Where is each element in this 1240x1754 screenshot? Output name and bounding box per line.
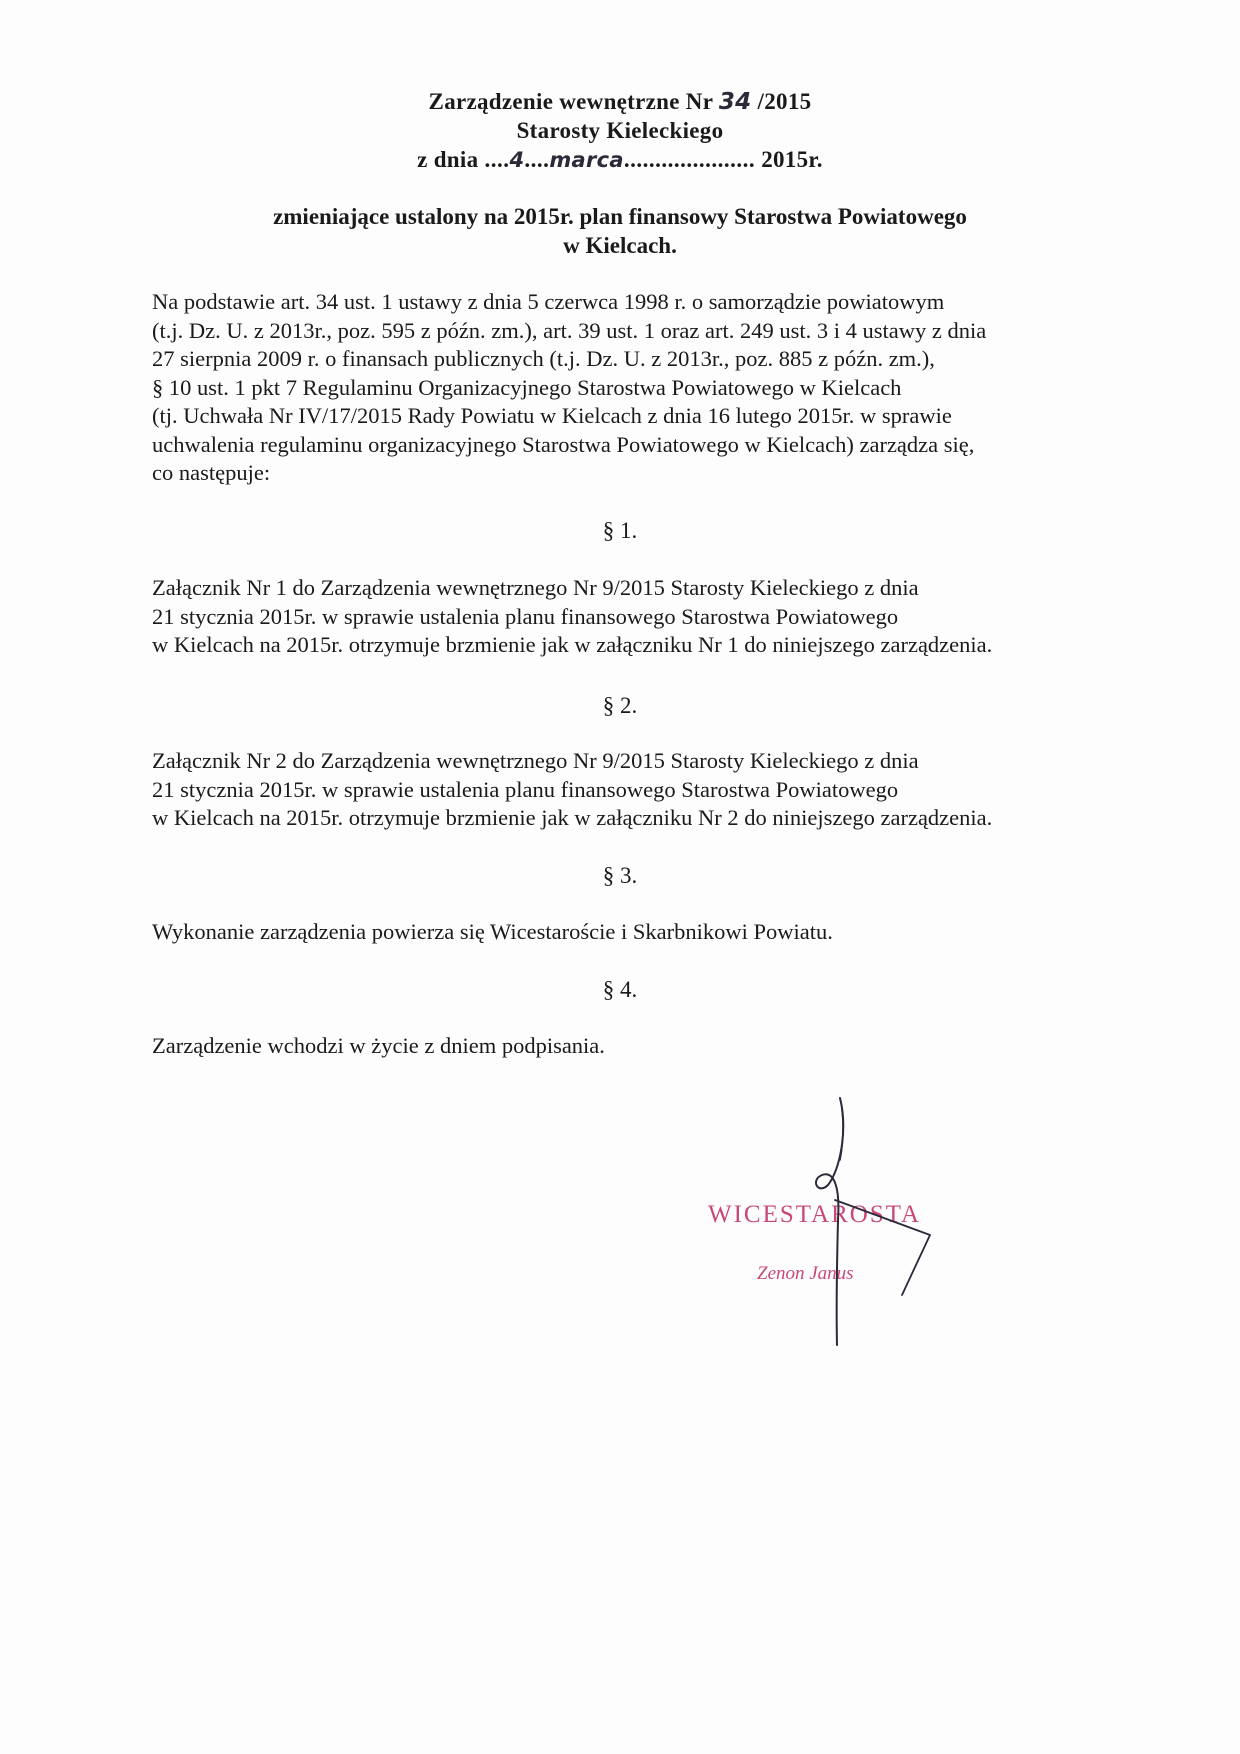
section-4-heading: § 4. bbox=[602, 977, 638, 1002]
section-1-heading: § 1. bbox=[602, 518, 638, 543]
preamble-line: (tj. Uchwała Nr IV/17/2015 Rady Powiatu w Kielcach z dnia 16 lutego 2015r. w sprawie bbox=[152, 403, 952, 428]
stamp-title: WICESTAROSTA bbox=[708, 1201, 922, 1228]
title-year: /2015 bbox=[757, 89, 812, 114]
section-line: Załącznik Nr 2 do Zarządzenia wewnętrznego Nr 9/2015 Starosty Kieleckiego z dnia bbox=[152, 748, 919, 773]
handwritten-month: marca bbox=[549, 148, 624, 172]
preamble-line: 27 sierpnia 2009 r. o finansach publicznych (t.j. Dz. U. z 2013r., poz. 885 z późn. zm.), bbox=[152, 346, 935, 371]
section-2-heading: § 2. bbox=[602, 693, 638, 718]
section-3-heading: § 3. bbox=[602, 863, 638, 888]
date-prefix: z dnia bbox=[417, 147, 479, 172]
subject-line-2: w Kielcach. bbox=[563, 233, 677, 258]
section-line: 21 stycznia 2015r. w sprawie ustalenia planu finansowego Starostwa Powiatowego bbox=[152, 603, 899, 629]
issuer: Starosty Kieleckiego bbox=[516, 118, 724, 143]
preamble-line: § 10 ust. 1 pkt 7 Regulaminu Organizacyjnego Starostwa Powiatowego w Kielcach bbox=[152, 374, 902, 400]
section-line: Wykonanie zarządzenia powierza się Wicestaroście i Skarbnikowi Powiatu. bbox=[152, 919, 833, 944]
document-title bbox=[0, 88, 1240, 116]
section-1-text bbox=[152, 574, 1097, 660]
date-year: 2015r. bbox=[761, 147, 823, 172]
section-line: Załącznik Nr 1 do Zarządzenia wewnętrznego Nr 9/2015 Starosty Kieleckiego z dnia bbox=[152, 575, 919, 600]
preamble-line: Na podstawie art. 34 ust. 1 ustawy z dnia 5 czerwca 1998 r. o samorządzie powiatowym bbox=[152, 289, 945, 314]
preamble-line: uchwalenia regulaminu organizacyjnego Starostwa Powiatowego w Kielcach) zarządza się, bbox=[152, 431, 975, 457]
section-3-text bbox=[152, 918, 1097, 947]
preamble-line: co następuje: bbox=[152, 460, 271, 485]
stamp-name: Zenon Janus bbox=[757, 1263, 854, 1284]
signature-scribble bbox=[780, 1090, 940, 1350]
handwritten-day: 4 bbox=[509, 148, 525, 172]
subject-line-1: zmieniające ustalony na 2015r. plan finansowy Starostwa Powiatowego bbox=[273, 204, 967, 229]
preamble-line: (t.j. Dz. U. z 2013r., poz. 595 z późn. zm.), art. 39 ust. 1 oraz art. 249 ust. 3 i 4 ustawy z dnia bbox=[152, 317, 987, 343]
preamble bbox=[152, 288, 1097, 488]
title-prefix: Zarządzenie wewnętrzne Nr bbox=[428, 89, 713, 114]
section-line: w Kielcach na 2015r. otrzymuje brzmienie jak w załączniku Nr 2 do niniejszego zarządzenia. bbox=[152, 805, 993, 830]
section-line: 21 stycznia 2015r. w sprawie ustalenia planu finansowego Starostwa Powiatowego bbox=[152, 776, 899, 802]
section-2-text bbox=[152, 747, 1097, 833]
handwritten-number: 34 bbox=[718, 89, 752, 115]
section-4-text bbox=[152, 1032, 1097, 1061]
section-line: w Kielcach na 2015r. otrzymuje brzmienie jak w załączniku Nr 1 do niniejszego zarządzenia. bbox=[152, 632, 993, 657]
document-date: z dnia ....4....marca..................... 2015r. bbox=[417, 147, 823, 172]
section-line: Zarządzenie wchodzi w życie z dniem podpisania. bbox=[152, 1033, 605, 1058]
